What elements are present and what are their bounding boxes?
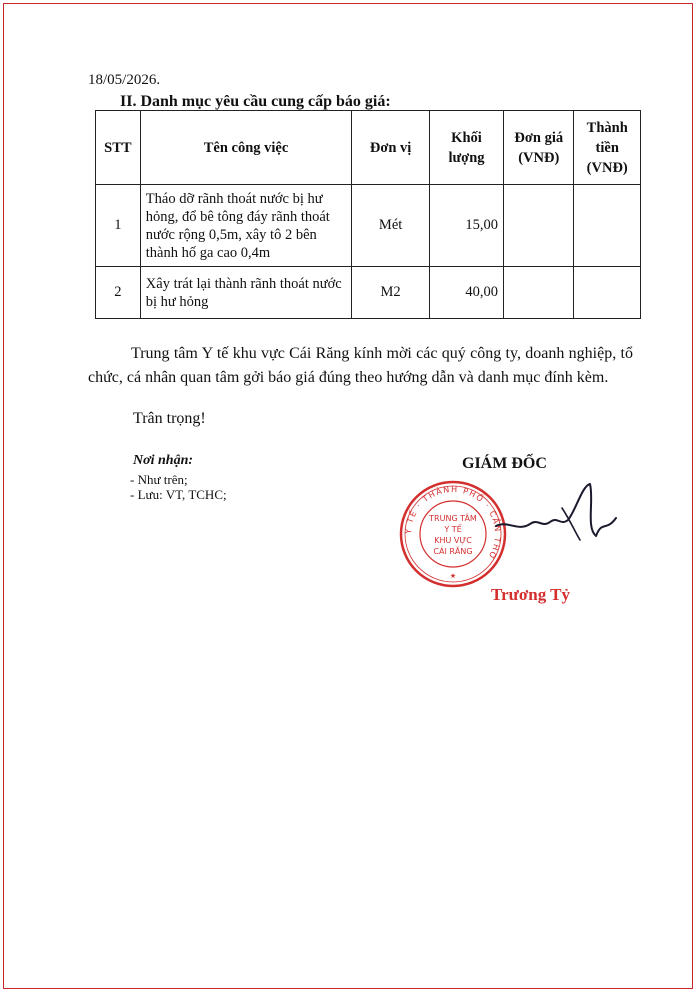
row-quantity: 40,00: [429, 267, 503, 319]
document-date: 18/05/2026.: [88, 72, 161, 88]
closing-text: Trân trọng!: [133, 410, 206, 427]
recipients-title: Nơi nhận:: [133, 453, 194, 468]
stamp-star-icon: ★: [449, 572, 457, 580]
recipient-item: - Lưu: VT, TCHC;: [130, 487, 227, 502]
column-header-stt: STT: [96, 111, 141, 185]
column-header-quantity: Khối lượng: [429, 111, 503, 185]
section-title: II. Danh mục yêu cầu cung cấp báo giá:: [120, 93, 391, 110]
row-unit-price: [504, 267, 574, 319]
row-unit: Mét: [352, 185, 430, 267]
table-row: [96, 185, 641, 267]
signature-title: GIÁM ĐỐC: [462, 455, 547, 472]
recipient-item: - Như trên;: [130, 472, 188, 487]
signer-name: Trương Tỷ: [491, 585, 570, 604]
row-name: Tháo dỡ rãnh thoát nước bị hư hỏng, đổ bê tông đáy rãnh thoát nước rộng 0,5m, xây tô 2 bên thành hố ga cao 0,4m: [140, 185, 351, 267]
row-name: Xây trát lại thành rãnh thoát nước bị hư hỏng: [140, 267, 351, 319]
row-stt: 2: [96, 267, 141, 319]
quotation-table: [95, 110, 641, 319]
table-header-row: [96, 111, 641, 185]
column-header-total: Thành tiền (VNĐ): [574, 111, 641, 185]
row-unit-price: [504, 185, 574, 267]
column-header-name: Tên công việc: [140, 111, 351, 185]
column-header-unit: Đơn vị: [352, 111, 430, 185]
handwritten-signature: [478, 480, 628, 560]
stamp-line: CÁI RĂNG: [433, 547, 473, 556]
row-total: [574, 185, 641, 267]
row-total: [574, 267, 641, 319]
stamp-line: Y TẾ: [444, 525, 462, 534]
column-header-unit-price: Đơn giá (VNĐ): [504, 111, 574, 185]
row-quantity: 15,00: [429, 185, 503, 267]
stamp-line: KHU VỰC: [434, 536, 472, 545]
stamp-ring-text: Y TẾ · THÀNH PHỐ · CẦN THƠ: [403, 484, 503, 562]
recipients-list: [130, 472, 227, 502]
table-row: [96, 267, 641, 319]
stamp-line: TRUNG TÂM: [429, 514, 477, 523]
invitation-paragraph: Trung tâm Y tế khu vực Cái Răng kính mời các quý công ty, doanh nghiệp, tổ chức, cá nhân quan tâm gởi báo giá đúng theo hướng dẫn và danh mục đính kèm.: [88, 345, 633, 386]
row-unit: M2: [352, 267, 430, 319]
row-stt: 1: [96, 185, 141, 267]
